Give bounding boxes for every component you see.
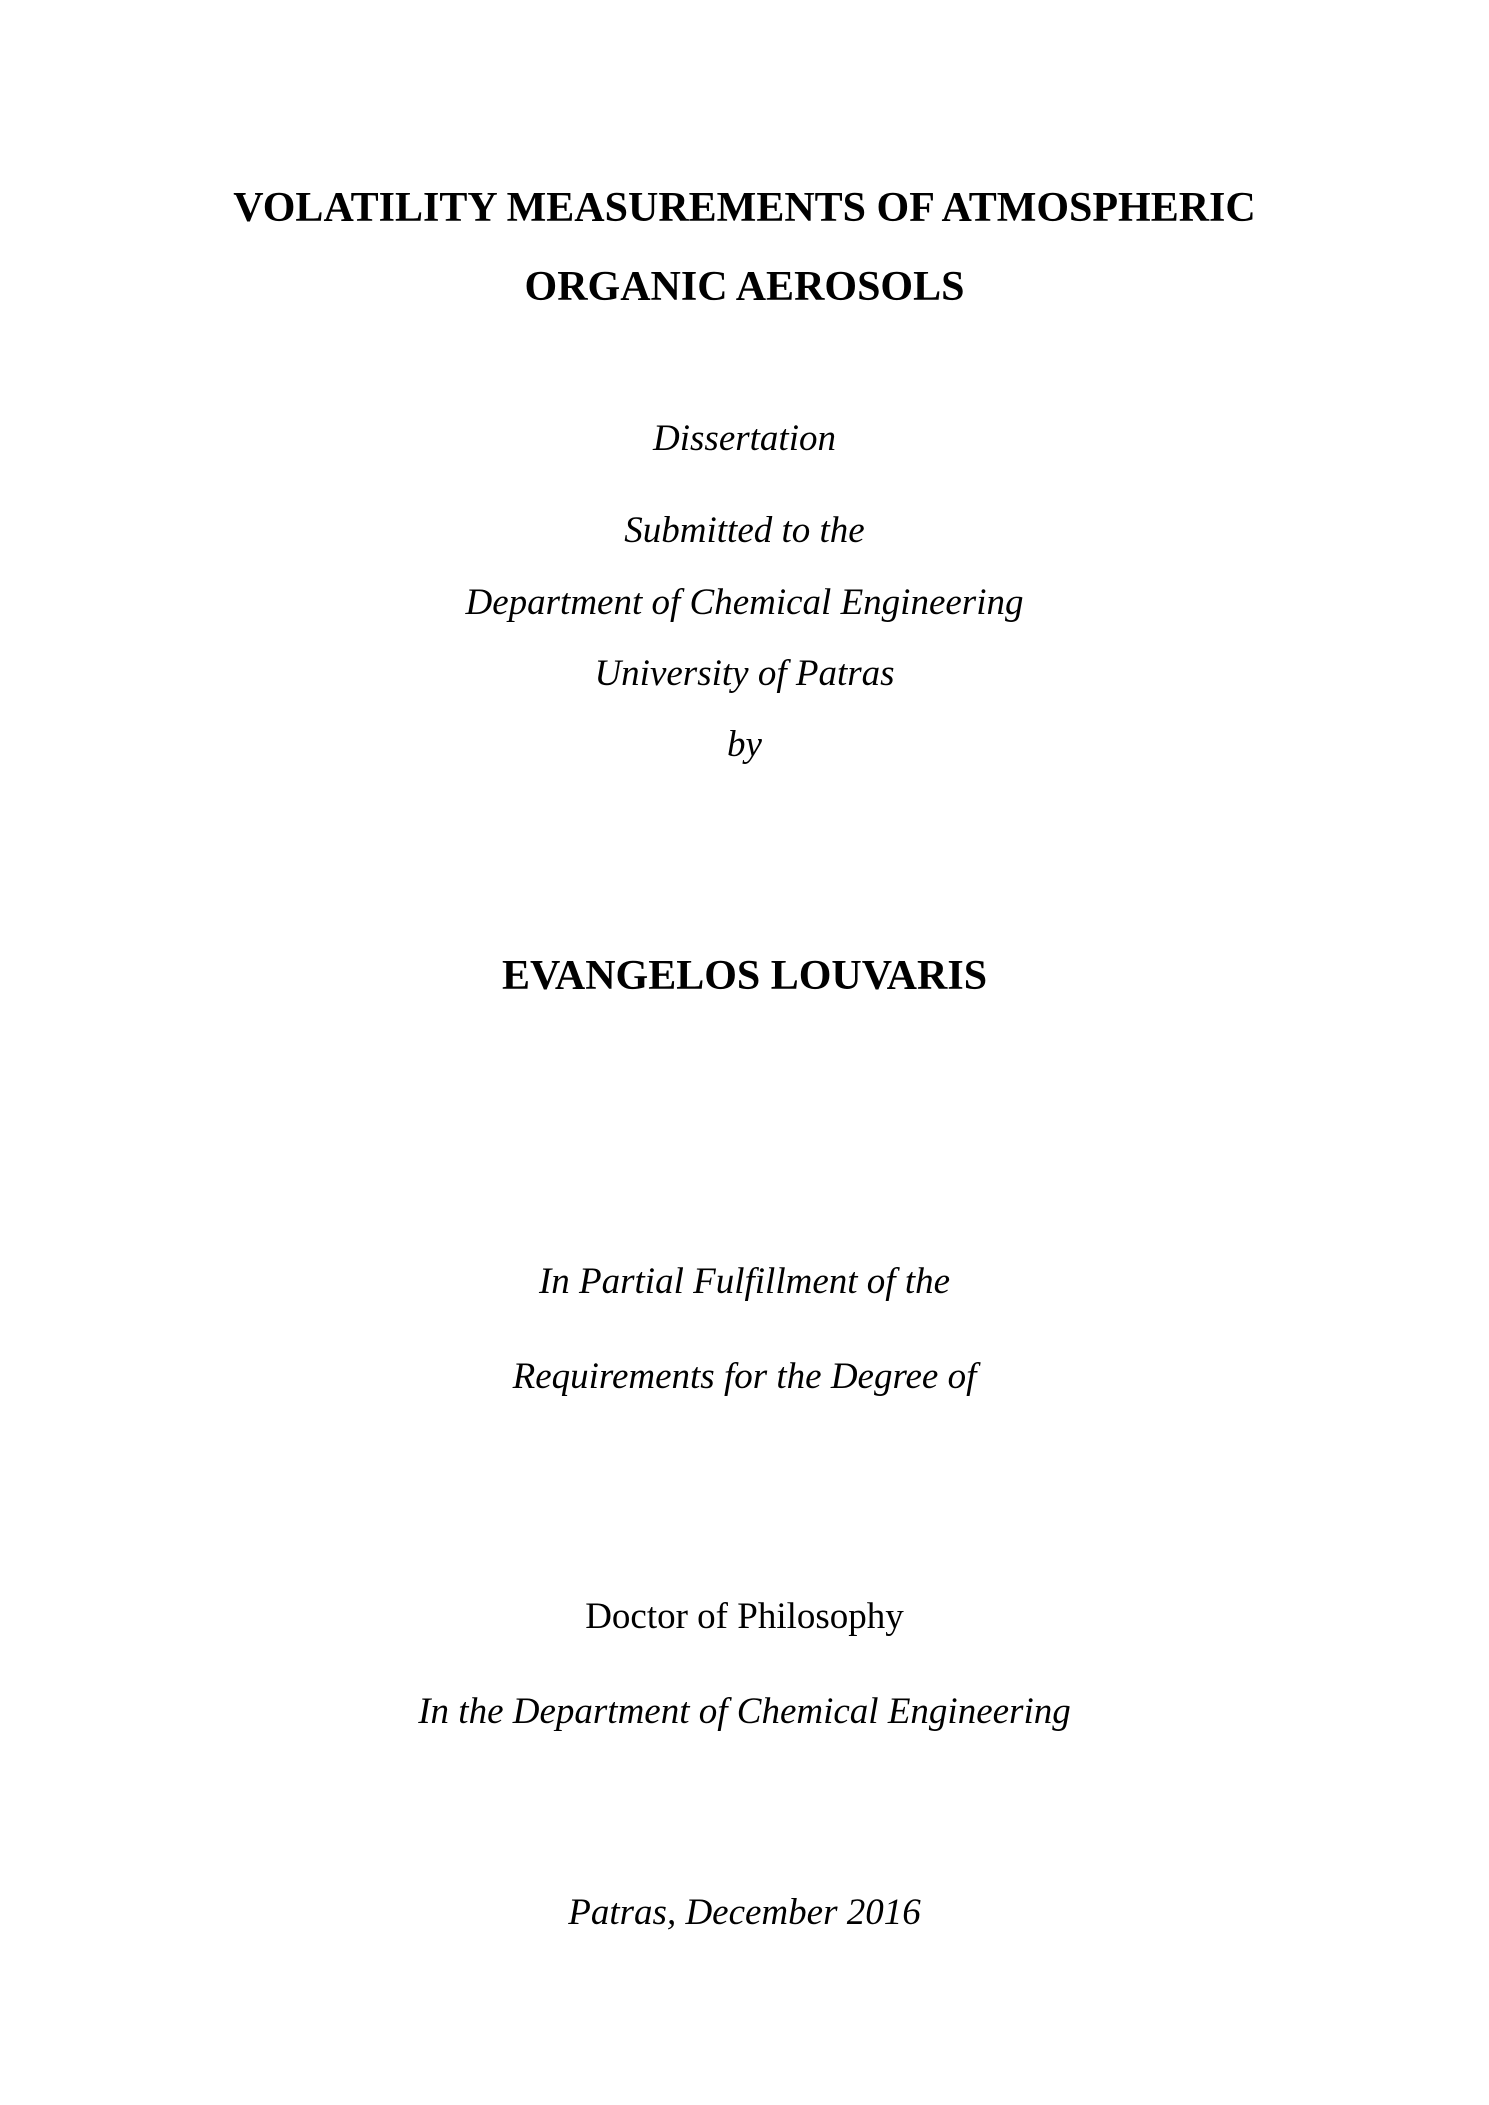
university-line: University of Patras: [594, 653, 895, 694]
submitted-to-line: Submitted to the: [624, 510, 865, 551]
fulfillment-line-1: In Partial Fulfillment of the: [538, 1261, 951, 1302]
degree-department: In the Department of Chemical Engineering: [418, 1691, 1071, 1732]
degree-name: Doctor of Philosophy: [585, 1596, 904, 1637]
place-and-date: Patras, December 2016: [568, 1892, 921, 1933]
fulfillment-line-2: Requirements for the Degree of: [512, 1356, 977, 1397]
thesis-title-line-2: ORGANIC AEROSOLS: [524, 264, 965, 310]
department-line: Department of Chemical Engineering: [465, 582, 1024, 623]
document-type: Dissertation: [653, 418, 836, 459]
author-name: EVANGELOS LOUVARIS: [501, 953, 988, 999]
thesis-title-line-1: VOLATILITY MEASUREMENTS OF ATMOSPHERIC: [233, 185, 1256, 231]
by-line: by: [727, 724, 762, 765]
